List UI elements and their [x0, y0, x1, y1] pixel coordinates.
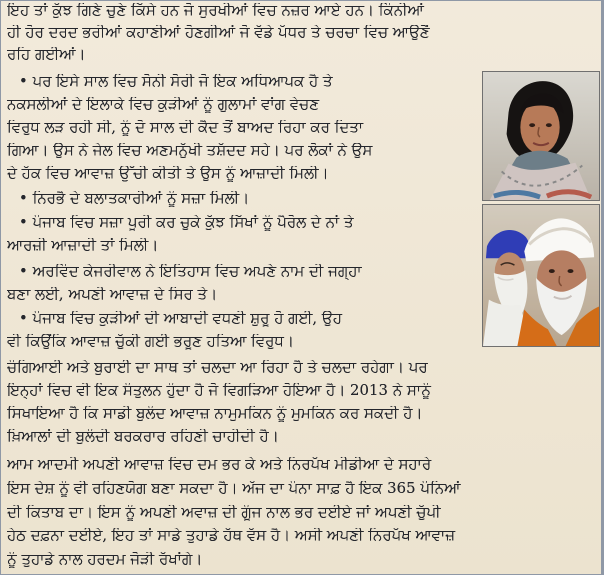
footer-ellipsis-marks [349, 566, 519, 575]
article-line-5: ਨਕਸਲੀਆਂ ਦੇ ਇਲਾਕੇ ਵਿਚ ਕੁੜੀਆਂ ਨੂੰ ਗੁਲਾਮਾਂ ਵਾਂਗ ਵੇਚਣ [7, 97, 319, 113]
article-line-8: ਦੇ ਹੱਕ ਵਿਚ ਆਵਾਜ਼ ਉੱਚੀ ਕੀਤੀ ਤੇ ਉਸ ਨੂੰ ਆਜ਼ਾਦੀ ਮਿਲੀ। [7, 166, 329, 182]
article-line-23: ਹੇਠ ਦਫ਼ਨਾ ਦਈਏ, ਇਹ ਤਾਂ ਸਾਡੇ ਤੁਹਾਡੇ ਹੱਥ ਵੱਸ ਹੈ। ਅਸੀ ਅਪਣੀ ਨਿਰਪੱਖ ਆਵਾਜ਼ [7, 528, 455, 544]
article-line-1: ਇਹ ਤਾਂ ਕੁੱਝ ਗਿਣੇ ਚੁਣੇ ਕਿੱਸੇ ਹਨ ਜੋ ਸੁਰਖੀਆਂ ਵਿਚ ਨਜ਼ਰ ਆਏ ਹਨ। ਕਿੰਨੀਆਂ [7, 3, 424, 19]
article-line-9: • ਨਿਰਭੈ ਦੇ ਬਲਾਤਕਾਰੀਆਂ ਨੂੰ ਸਜ਼ਾ ਮਿਲੀ। [19, 191, 250, 207]
article-line-24: ਨੂੰ ਤੁਹਾਡੇ ਨਾਲ ਹਰਦਮ ਜੋੜੀ ਰੱਖਾਂਗੇ। [7, 552, 203, 568]
article-line-4: • ਪਰ ਇਸੇ ਸਾਲ ਵਿਚ ਸੋਨੀ ਸੋਰੀ ਜੋ ਇਕ ਅਧਿਆਪਕ ਹੈ ਤੇ [19, 74, 333, 90]
article-line-13: ਬਣਾ ਲਈ, ਅਪਣੀ ਆਵਾਜ਼ ਦੇ ਸਿਰ ਤੇ। [7, 287, 218, 303]
portrait-woman-photo [482, 71, 600, 201]
article-line-6: ਵਿਰੁਧ ਲੜ ਰਹੀ ਸੀ, ਨੂੰ ਦੋ ਸਾਲ ਦੀ ਕੈਦ ਤੋਂ ਬਾਅਦ ਰਿਹਾ ਕਰ ਦਿਤਾ [7, 120, 364, 136]
article-line-19: ਖ਼ਿਆਲਾਂ ਦੀ ਬੁਲੰਦੀ ਬਰਕਰਾਰ ਰਹਿਣੀ ਚਾਹੀਦੀ ਹੈ। [7, 429, 279, 445]
article-line-20: ਆਮ ਆਦਮੀ ਅਪਣੀ ਆਵਾਜ਼ ਵਿਚ ਦਮ ਭਰ ਕੇ ਅਤੇ ਨਿਰਪੱਖ ਮੀਡੀਆ ਦੇ ਸਹਾਰੇ [7, 457, 432, 473]
article-line-3: ਰਹਿ ਗਈਆਂ। [7, 47, 86, 63]
article-line-7: ਗਿਆ। ਉਸ ਨੇ ਜੇਲ ਵਿਚ ਅਣਮਨੁੱਖੀ ਤਸ਼ੱਦਦ ਸਹੇ। ਪਰ ਲੋਕਾਂ ਨੇ ਉਸ [7, 143, 373, 159]
article-line-18: ਸਿਖਾਇਆ ਹੈ ਕਿ ਸਾਡੀ ਬੁਲੰਦ ਆਵਾਜ਼ ਨਾਮੁਮਕਿਨ ਨੂੰ ਮੁਮਕਿਨ ਕਰ ਸਕਦੀ ਹੈ। [7, 406, 423, 422]
article-line-14: • ਪੰਜਾਬ ਵਿਚ ਕੁੜੀਆਂ ਦੀ ਆਬਾਦੀ ਵਧਣੀ ਸ਼ੁਰੂ ਹੋ ਗਈ, ਉਹ [19, 311, 342, 327]
article-line-22: ਦੀ ਕਿਤਾਬ ਦਾ। ਇਸ ਨੂੰ ਅਪਣੀ ਅਵਾਜ਼ ਦੀ ਗੂੰਜ ਨਾਲ ਭਰ ਦਈਏ ਜਾਂ ਅਪਣੀ ਚੁੱਪੀ [7, 505, 441, 521]
portrait-sikhs-photo [482, 204, 600, 347]
article-line-2: ਹੀ ਹੋਰ ਦਰਦ ਭਰੀਆਂ ਕਹਾਣੀਆਂ ਹੋਣਗੀਆਂ ਜੋ ਵੱਡੇ ਪੱਧਰ ਤੇ ਚਰਚਾ ਵਿਚ ਆਉਣੋਂ [7, 25, 430, 41]
article-line-16: ਚੰਗਿਆਈ ਅਤੇ ਬੁਰਾਈ ਦਾ ਸਾਥ ਤਾਂ ਚਲਦਾ ਆ ਰਿਹਾ ਹੈ ਤੇ ਚਲਦਾ ਰਹੇਗਾ। ਪਰ [7, 360, 428, 376]
article-line-12: • ਅਰਵਿੰਦ ਕੇਜਰੀਵਾਲ ਨੇ ਇਤਿਹਾਸ ਵਿਚ ਅਪਣੇ ਨਾਮ ਦੀ ਜਗ੍ਹਾ [19, 264, 362, 280]
article-line-11: ਆਰਜ਼ੀ ਆਜ਼ਾਦੀ ਤਾਂ ਮਿਲੀ। [7, 238, 159, 254]
article-line-21: ਇਸ ਦੇਸ਼ ਨੂੰ ਵੀ ਰਹਿਣਯੋਗ ਬਣਾ ਸਕਦਾ ਹੈ। ਅੱਜ ਦਾ ਪੰਨਾ ਸਾਫ਼ ਹੈ ਇਕ 365 ਪੰਨਿਆਂ [7, 481, 461, 497]
article-line-17: ਇਨ੍ਹਾਂ ਵਿਚ ਵੀ ਇਕ ਸੰਤੁਲਨ ਹੁੰਦਾ ਹੈ ਜੋ ਵਿਗੜਿਆ ਹੋਇਆ ਹੈ। 2013 ਨੇ ਸਾਨੂੰ [7, 383, 431, 399]
article-line-15: ਵੀ ਕਿਉਂਕਿ ਆਵਾਜ਼ ਚੁੱਕੀ ਗਈ ਭਰੂਣ ਹਤਿਆ ਵਿਰੁਧ। [7, 334, 294, 350]
article-line-10: • ਪੰਜਾਬ ਵਿਚ ਸਜ਼ਾ ਪੂਰੀ ਕਰ ਚੁਕੇ ਕੁੱਝ ਸਿੱਖਾਂ ਨੂੰ ਪੈਰੋਲ ਦੇ ਨਾਂ ਤੇ [19, 215, 354, 231]
